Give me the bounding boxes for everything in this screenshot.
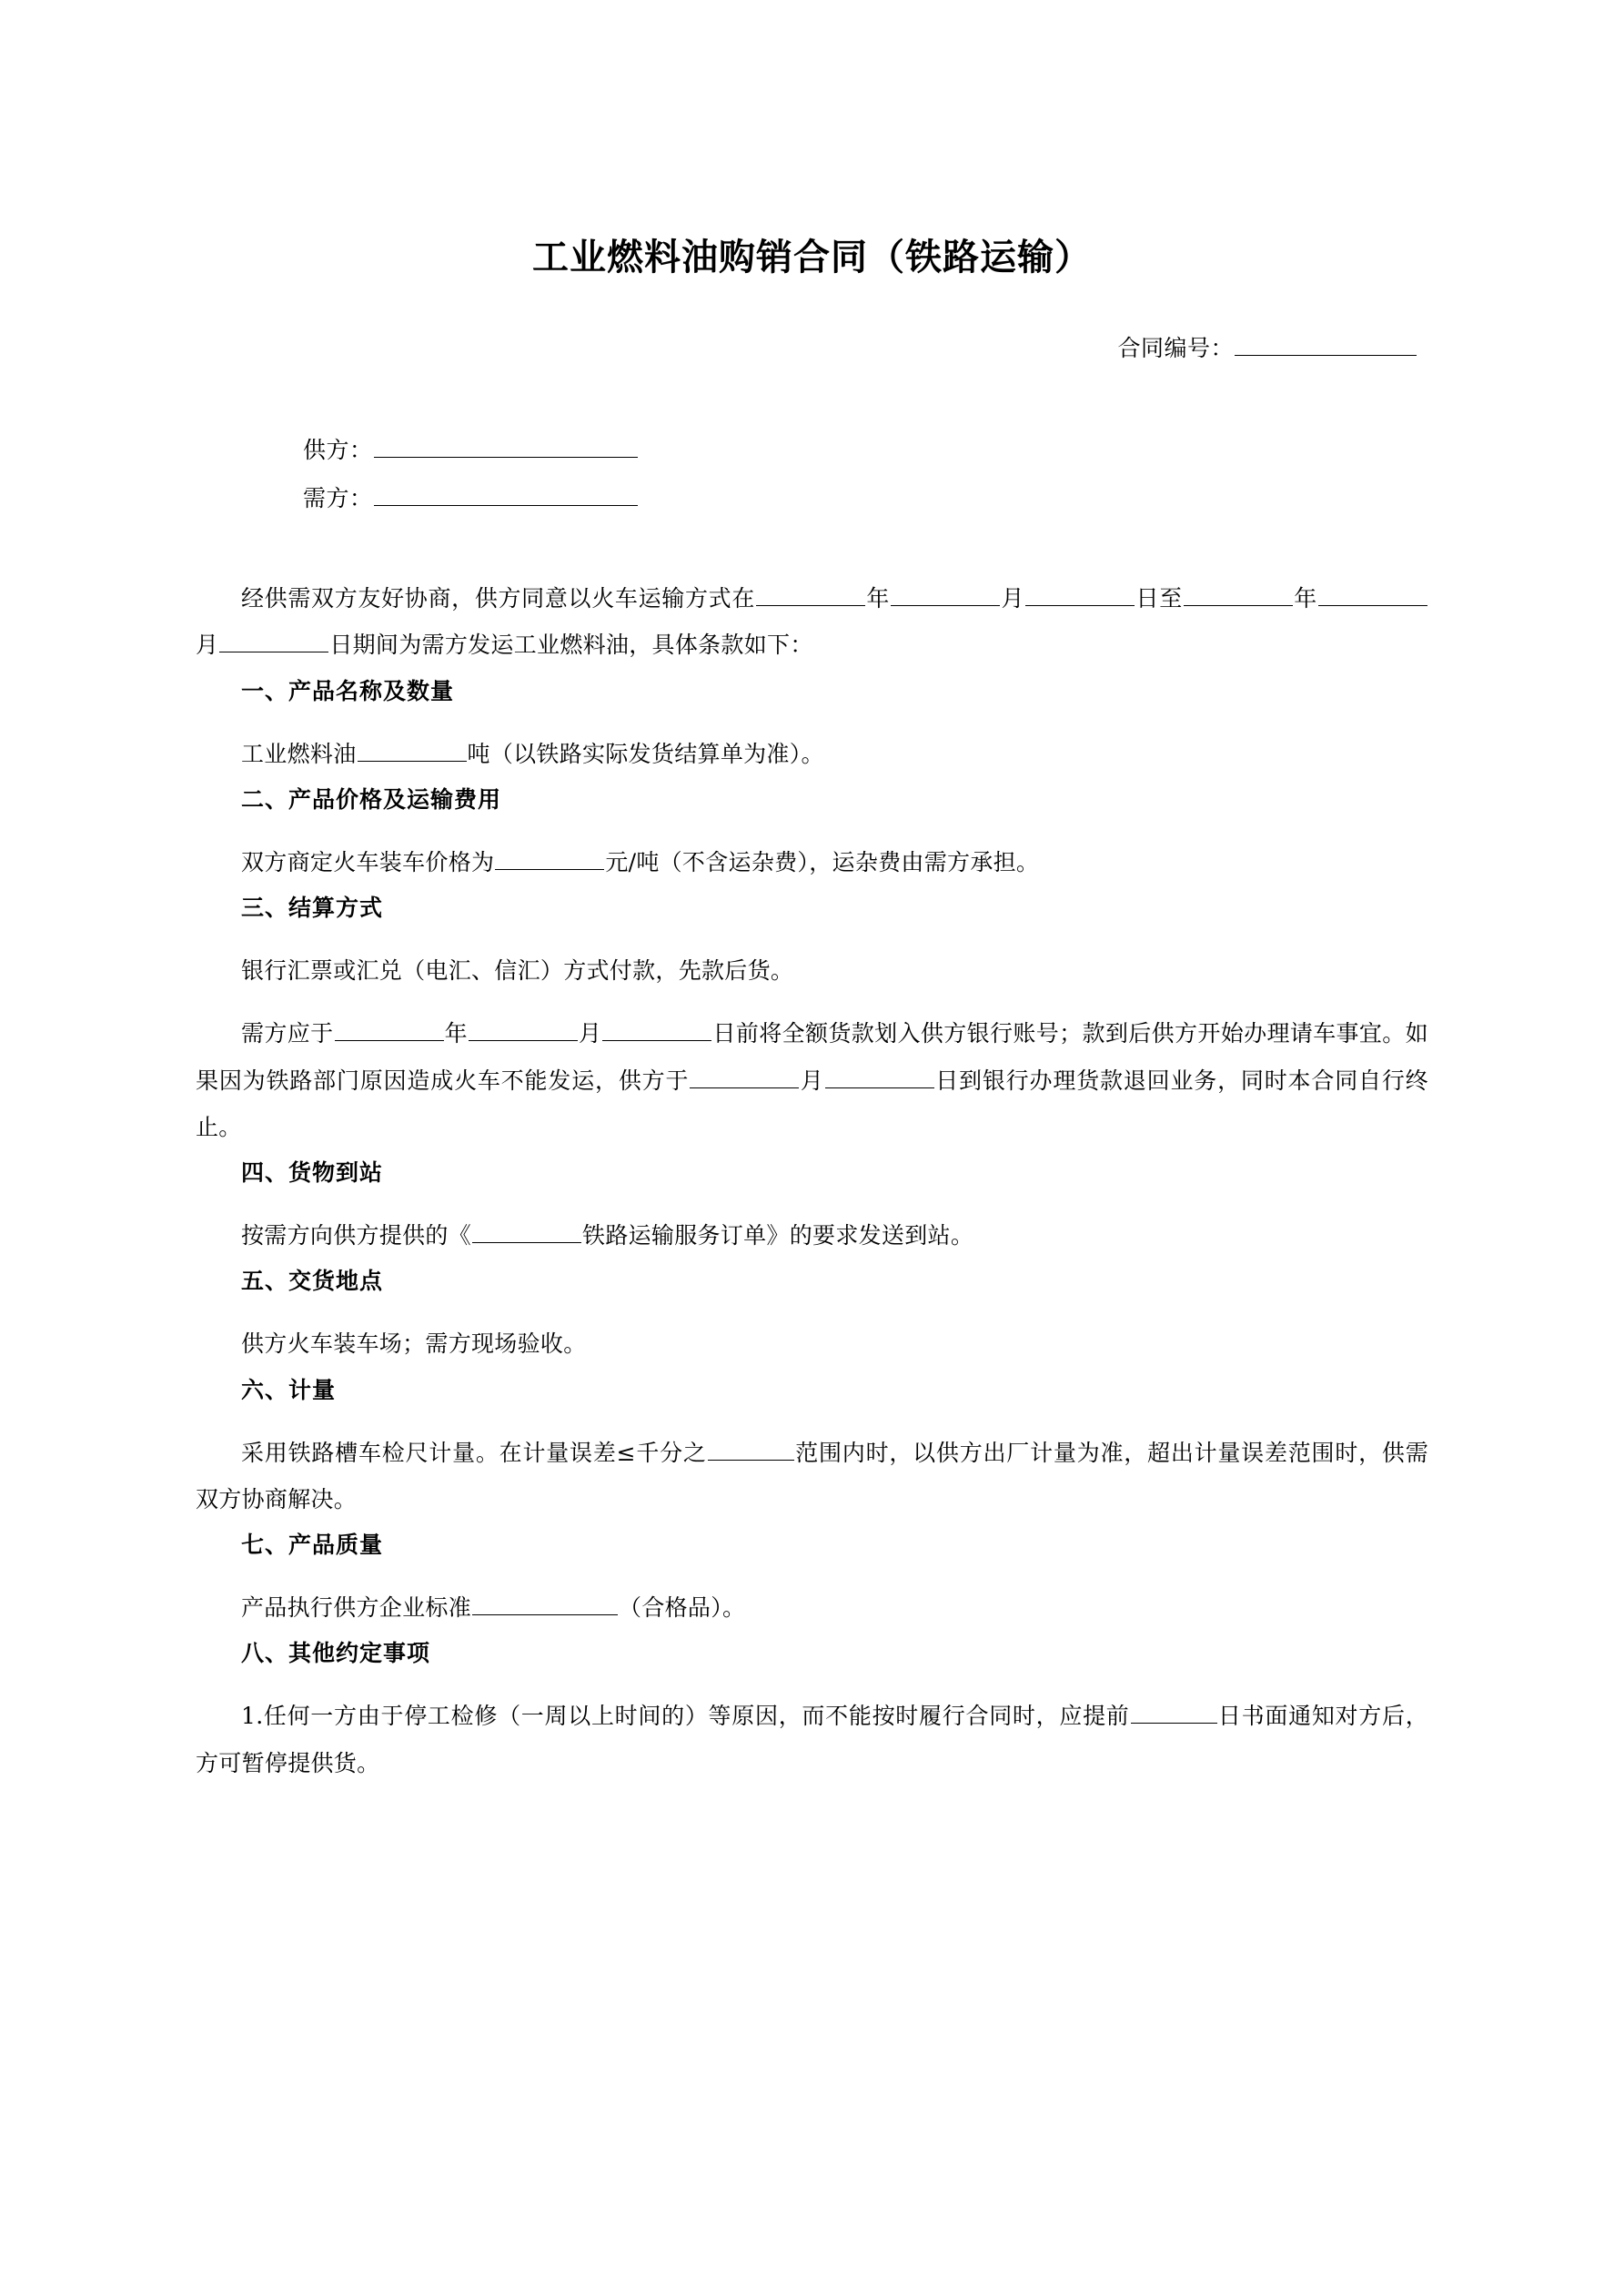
intro-day2-blank[interactable] (219, 628, 328, 652)
supplier-label: 供方： (303, 437, 373, 463)
section-heading-5: 五、交货地点 (241, 1268, 384, 1295)
section1-suffix: 吨（以铁路实际发货结算单为准）。 (467, 740, 824, 767)
section3-month-label: 月 (578, 1020, 602, 1047)
section-body-1 (196, 731, 1428, 777)
supplier-blank[interactable] (374, 433, 638, 458)
section-heading-2: 二、产品价格及运输费用 (241, 785, 502, 813)
intro-month1-blank[interactable] (891, 582, 1000, 606)
section-body-2 (196, 839, 1428, 885)
section6-suffix: 范围内时，以供方出厂计量为准，超出计量误差范围时，供需双方协商解决。 (196, 1439, 1428, 1512)
section-body-7 (196, 1584, 1428, 1631)
section-heading-3: 三、结算方式 (241, 895, 384, 921)
section1-prefix: 工业燃料油 (241, 740, 357, 767)
section3-year-label: 年 (444, 1020, 468, 1047)
section8-item1-days-blank[interactable] (1131, 1699, 1217, 1724)
section2-suffix: 元/吨（不含运杂费），运杂费由需方承担。 (605, 848, 1040, 875)
section6-tolerance-blank[interactable] (708, 1435, 794, 1460)
section4-suffix: 铁路运输服务订单》的要求发送到站。 (582, 1222, 974, 1249)
contract-number-blank[interactable] (1235, 331, 1417, 356)
buyer-label: 需方： (303, 484, 373, 511)
section-heading-7: 七、产品质量 (241, 1532, 384, 1558)
section8-item1-prefix: 1.任何一方由于停工检修（一周以上时间的）等原因，而不能按时履行合同时，应提前 (241, 1703, 1130, 1730)
section3-month-blank[interactable] (469, 1017, 578, 1041)
page-title: 工业燃料油购销合同（铁路运输） (532, 237, 1092, 278)
contract-number-label: 合同编号： (1117, 335, 1234, 361)
section4-prefix: 按需方向供方提供的《 (241, 1222, 472, 1249)
section6-prefix: 采用铁路槽车检尺计量。在计量误差≤千分之 (241, 1439, 707, 1466)
section-body-3-line2 (196, 1010, 1428, 1150)
section2-price-blank[interactable] (495, 845, 604, 870)
intro-text-1: 经供需双方友好协商，供方同意以火车运输方式在 (241, 585, 756, 612)
intro-paragraph (196, 575, 1428, 669)
section3-text-c: 日到银行办理货款退回业务，同时本合同自行终止。 (196, 1067, 1428, 1140)
section4-order-blank[interactable] (472, 1219, 581, 1243)
section-heading-6: 六、计量 (241, 1376, 337, 1403)
section7-suffix: （合格品）。 (619, 1594, 746, 1621)
section-heading-4: 四、货物到站 (241, 1159, 384, 1186)
section3-text-a: 需方应于 (241, 1020, 334, 1047)
intro-month1-label: 月 (1001, 585, 1025, 612)
section-body-8-item-1 (196, 1693, 1428, 1786)
intro-month2-label: 月 (196, 632, 219, 659)
section3-month2-blank[interactable] (690, 1063, 799, 1087)
section2-prefix: 双方商定火车装车价格为 (241, 848, 495, 875)
contract-number-line (196, 330, 1428, 363)
section3-day-blank[interactable] (602, 1017, 711, 1041)
supplier-line (196, 427, 1428, 475)
intro-year1-label: 年 (866, 585, 891, 612)
section-body-3-line1: 银行汇票或汇兑（电汇、信汇）方式付款，先款后货。 (241, 957, 794, 984)
intro-month2-blank[interactable] (1318, 582, 1427, 606)
buyer-blank[interactable] (374, 480, 638, 505)
section3-day2-blank[interactable] (825, 1063, 934, 1087)
intro-year1-blank[interactable] (756, 582, 865, 606)
intro-year2-blank[interactable] (1184, 582, 1293, 606)
intro-year2-label: 年 (1293, 585, 1317, 612)
section3-month2-label: 月 (800, 1067, 824, 1094)
intro-day1-blank[interactable] (1025, 582, 1135, 606)
section7-standard-blank[interactable] (472, 1591, 618, 1615)
section3-year-blank[interactable] (335, 1017, 444, 1041)
intro-day1-label: 日至 (1135, 585, 1183, 612)
intro-tail-text: 日期间为需方发运工业燃料油，具体条款如下： (329, 632, 813, 659)
section-heading-1: 一、产品名称及数量 (241, 677, 455, 704)
section-body-6 (196, 1430, 1428, 1523)
section-body-4 (196, 1212, 1428, 1259)
section7-prefix: 产品执行供方企业标准 (241, 1594, 472, 1621)
section-heading-8: 八、其他约定事项 (241, 1640, 431, 1667)
section-body-5: 供方火车装车场；需方现场验收。 (241, 1330, 587, 1358)
party-block (196, 427, 1428, 522)
section8-item1-suffix: 日书面通知对方后，方可暂停提供货。 (196, 1703, 1428, 1776)
section3-text-b: 日前将全额货款划入供方银行账号；款到后供方开始办理请车事宜。如果因为铁路部门原因造成火车不能发运，供方于 (196, 1020, 1428, 1094)
buyer-line (196, 475, 1428, 523)
section1-quantity-blank[interactable] (358, 736, 467, 761)
